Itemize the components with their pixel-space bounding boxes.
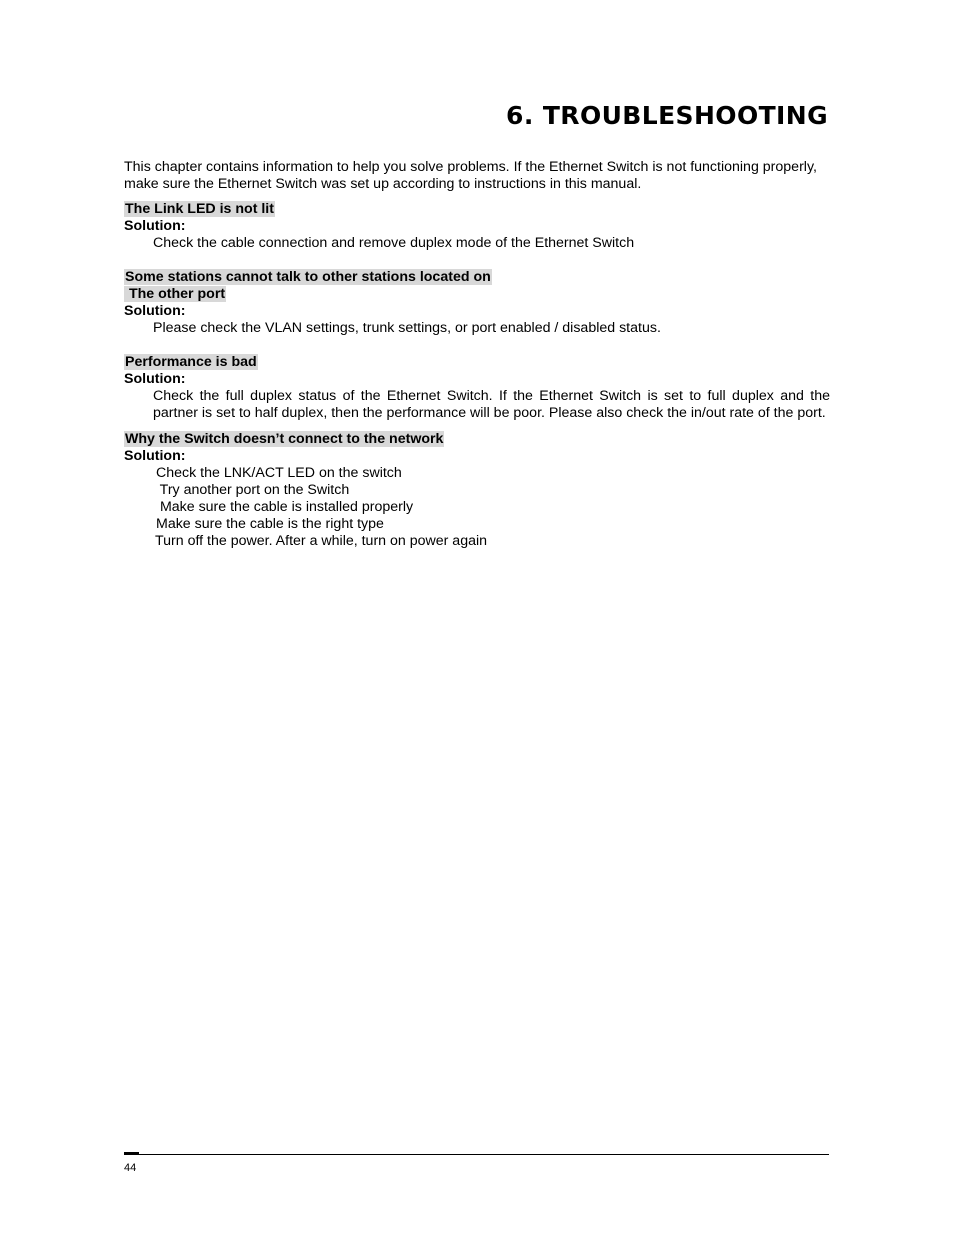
section-link-led bbox=[124, 201, 830, 252]
section-heading-continued: The other port bbox=[125, 286, 226, 302]
section-heading: Some stations cannot talk to other stations located on bbox=[125, 269, 491, 285]
solution-step: Make sure the cable is installed properly bbox=[156, 499, 414, 515]
solution-label: Solution: bbox=[124, 303, 186, 319]
document-body bbox=[124, 159, 830, 567]
section-switch-not-connecting bbox=[124, 431, 830, 550]
footer-divider bbox=[124, 1154, 829, 1155]
section-performance bbox=[124, 354, 830, 422]
section-stations-cannot-talk bbox=[124, 269, 830, 337]
solution-step: Turn off the power. After a while, turn on power again bbox=[155, 533, 488, 549]
solution-label: Solution: bbox=[124, 448, 186, 464]
section-heading: The Link LED is not lit bbox=[125, 201, 274, 217]
page-title: 6. TROUBLESHOOTING bbox=[506, 101, 828, 130]
solution-label: Solution: bbox=[124, 371, 186, 387]
solution-text: Please check the VLAN settings, trunk settings, or port enabled / disabled status. bbox=[153, 320, 661, 336]
section-heading: Why the Switch doesn’t connect to the network bbox=[125, 431, 444, 447]
solution-label: Solution: bbox=[124, 218, 186, 234]
intro-paragraph: This chapter contains information to help you solve problems. If the Ethernet Switch is not functioning properly, make sure the Ethernet Switch was set up according to instructions in this manual. bbox=[124, 159, 817, 192]
solution-text: Check the cable connection and remove duplex mode of the Ethernet Switch bbox=[153, 235, 635, 251]
page-number: 44 bbox=[124, 1162, 137, 1174]
solution-step: Check the LNK/ACT LED on the switch bbox=[156, 465, 402, 481]
solution-step: Try another port on the Switch bbox=[156, 482, 350, 498]
solution-step: Make sure the cable is the right type bbox=[156, 516, 384, 532]
section-heading: Performance is bad bbox=[125, 354, 257, 370]
solution-text: Check the full duplex status of the Ethernet Switch. If the Ethernet Switch is set to full duplex and the partner is set to half duplex, then the performance will be poor. Please also check the in/out rate of the port. bbox=[153, 388, 830, 421]
